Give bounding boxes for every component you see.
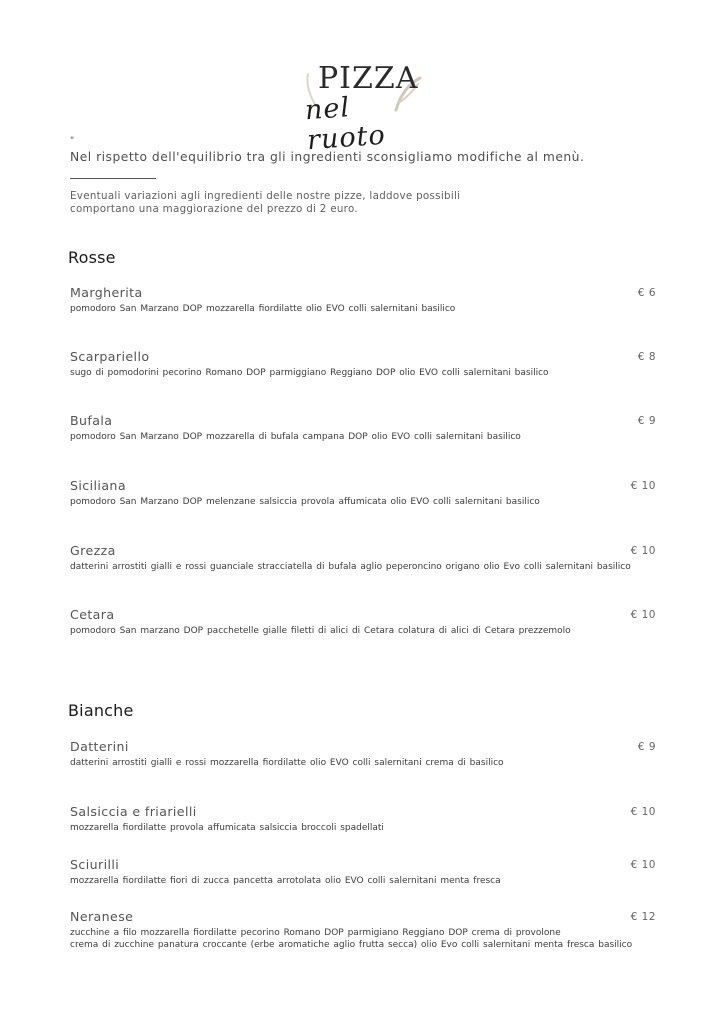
menu-item bbox=[70, 285, 656, 315]
item-name: Siciliana bbox=[70, 478, 126, 493]
item-name: Bufala bbox=[70, 413, 113, 428]
item-price: € 10 bbox=[630, 609, 656, 621]
item-name: Margherita bbox=[70, 285, 143, 300]
section-title-rosse: Rosse bbox=[68, 248, 116, 267]
item-price: € 10 bbox=[630, 480, 656, 492]
item-ingredients: zucchine a filo mozzarella fiordilatte pecorino Romano DOP parmigiano Reggiano DOP crema di provolone bbox=[70, 928, 561, 938]
item-ingredients: datterini arrostiti gialli e rossi guanciale stracciatella di bufala aglio peperoncino origano olio Evo colli salernitani basilico bbox=[70, 562, 631, 572]
item-price: € 8 bbox=[637, 351, 656, 363]
item-ingredients: mozzarella fiordilatte fiori di zucca pancetta arrotolata olio EVO colli salernitani menta fresca bbox=[70, 876, 501, 886]
quote-mark: " bbox=[70, 136, 75, 146]
item-name: Cetara bbox=[70, 607, 115, 622]
menu-item bbox=[70, 413, 656, 443]
menu-item bbox=[70, 739, 656, 769]
item-name: Sciurilli bbox=[70, 857, 120, 872]
item-name: Grezza bbox=[70, 543, 116, 558]
item-ingredients: datterini arrostiti gialli e rossi mozzarella fiordilatte olio EVO colli salernitani crema di basilico bbox=[70, 758, 504, 768]
item-ingredients: mozzarella fiordilatte provola affumicata salsiccia broccoli spadellati bbox=[70, 823, 384, 833]
item-price: € 9 bbox=[637, 741, 656, 753]
item-price: € 9 bbox=[637, 415, 656, 427]
item-name: Datterini bbox=[70, 739, 129, 754]
item-name: Scarpariello bbox=[70, 349, 150, 364]
menu-item bbox=[70, 909, 656, 951]
menu-item bbox=[70, 543, 656, 573]
logo-script: nel ruoto bbox=[303, 92, 387, 157]
item-ingredients: crema di zucchine panatura croccante (erbe aromatiche aglio frutta secca) olio Evo colli salernitani menta fresca basilico bbox=[70, 940, 633, 950]
logo-wordmark: PIZZA bbox=[318, 61, 419, 96]
menu-item bbox=[70, 857, 656, 887]
divider bbox=[70, 178, 156, 179]
item-ingredients: pomodoro San Marzano DOP mozzarella di bufala campana DOP olio EVO colli salernitani basilico bbox=[70, 432, 521, 442]
item-price: € 12 bbox=[630, 911, 656, 923]
item-ingredients: sugo di pomodorini pecorino Romano DOP parmiggiano Reggiano DOP olio EVO colli salernitani basilico bbox=[70, 368, 549, 378]
item-price: € 10 bbox=[630, 545, 656, 557]
item-name: Neranese bbox=[70, 909, 134, 924]
section-title-bianche: Bianche bbox=[68, 701, 134, 720]
menu-item bbox=[70, 478, 656, 508]
item-price: € 10 bbox=[630, 859, 656, 871]
item-price: € 6 bbox=[637, 287, 656, 299]
item-ingredients: pomodoro San Marzano DOP mozzarella fiordilatte olio EVO colli salernitani basilico bbox=[70, 304, 456, 314]
price-note-line: Eventuali variazioni agli ingredienti delle nostre pizze, laddove possibili bbox=[70, 190, 461, 202]
item-ingredients: pomodoro San marzano DOP pacchetelle gialle filetti di alici di Cetara colatura di alici di Cetara prezzemolo bbox=[70, 626, 571, 636]
intro-text: Nel rispetto dell'equilibrio tra gli ingredienti sconsigliamo modifiche al menù. bbox=[70, 150, 585, 164]
item-name: Salsiccia e friarielli bbox=[70, 804, 197, 819]
menu-item bbox=[70, 607, 656, 637]
price-note bbox=[70, 190, 460, 216]
item-ingredients: pomodoro San Marzano DOP melenzane salsiccia provola affumicata olio EVO colli salernitani basilico bbox=[70, 497, 540, 507]
price-note-line: comportano una maggiorazione del prezzo di 2 euro. bbox=[70, 203, 358, 215]
menu-item bbox=[70, 349, 656, 379]
brand-logo bbox=[296, 61, 428, 157]
menu-item bbox=[70, 804, 656, 834]
item-price: € 10 bbox=[630, 806, 656, 818]
